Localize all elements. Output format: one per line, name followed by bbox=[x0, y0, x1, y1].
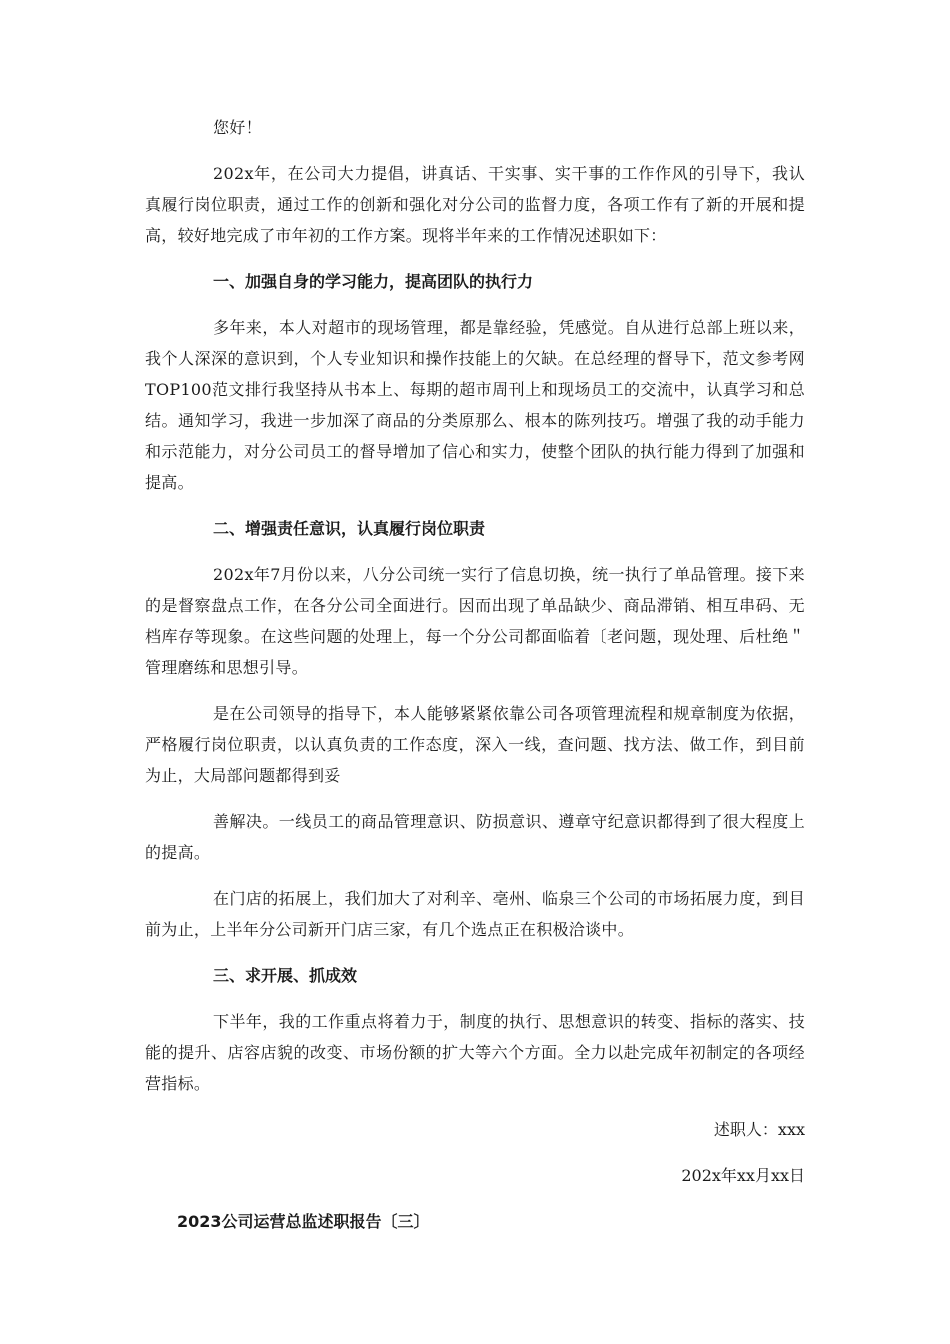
report-date: 202x年xx月xx日 bbox=[681, 1166, 805, 1185]
section-1-heading: 一、加强自身的学习能力，提高团队的执行力 bbox=[213, 272, 534, 291]
signature: 述职人：xxx bbox=[713, 1120, 805, 1139]
section-2-paragraph-3: 善解决。一线员工的商品管理意识、防损意识、遵章守纪意识都得到了很大程度上的提高。 bbox=[145, 812, 805, 862]
section-3-paragraph: 下半年，我的工作重点将着力于，制度的执行、思想意识的转变、指标的落实、技能的提升、店容店貌的改变、市场份额的扩大等六个方面。全力以赴完成年初制定的各项经营指标。 bbox=[145, 1012, 805, 1093]
section-1-paragraph: 多年来，本人对超市的现场管理，都是靠经验，凭感觉。自从进行总部上班以来，我个人深深的意识到，个人专业知识和操作技能上的欠缺。在总经理的督导下，范文参考网TOP100范文排行我坚持从书本上、每期的超市周刊上和现场员工的交流中，认真学习和总结。通知学习，我进一步加深了商品的分类原那么、根本的陈列技巧。增强了我的动手能力和示范能力，对分公司员工的督导增加了信心和实力，使整个团队的执行能力得到了加强和提高。 bbox=[145, 318, 805, 492]
intro-paragraph: 202x年，在公司大力提倡，讲真话、干实事、实干事的工作作风的引导下，我认真履行岗位职责，通过工作的创新和强化对分公司的监督力度，各项工作有了新的开展和提高，较好地完成了市年初的工作方案。现将半年来的工作情况述职如下： bbox=[145, 164, 805, 245]
section-2-paragraph-4: 在门店的拓展上，我们加大了对利辛、亳州、临泉三个公司的市场拓展力度，到目前为止，上半年分公司新开门店三家，有几个选点正在积极洽谈中。 bbox=[145, 889, 805, 939]
section-2-paragraph-2: 是在公司领导的指导下，本人能够紧紧依靠公司各项管理流程和规章制度为依据，严格履行岗位职责，以认真负责的工作态度，深入一线，查问题、找方法、做工作，到目前为止，大局部问题都得到妥 bbox=[145, 704, 805, 785]
section-3-heading: 三、求开展、抓成效 bbox=[213, 966, 358, 985]
section-2-paragraph-1: 202x年7月份以来，八分公司统一实行了信息切换，统一执行了单品管理。接下来的是督察盘点工作，在各分公司全面进行。因而出现了单品缺少、商品滞销、相互串码、无档库存等现象。在这些问题的处理上，每一个分公司都面临着〔老问题，现处理、后杜绝＂管理磨练和思想引导。 bbox=[145, 565, 805, 677]
document-page bbox=[145, 112, 805, 1237]
greeting: 您好！ bbox=[213, 118, 262, 137]
next-report-title: 2023公司运营总监述职报告〔三〕 bbox=[177, 1212, 430, 1231]
section-2-heading: 二、增强责任意识，认真履行岗位职责 bbox=[213, 519, 486, 538]
